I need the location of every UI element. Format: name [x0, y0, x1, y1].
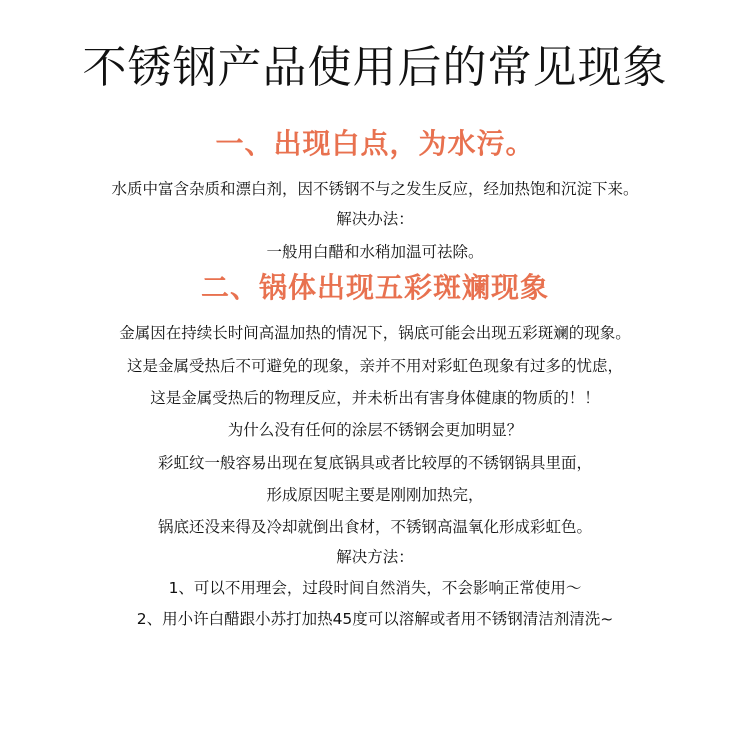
section1-line: 水质中富含杂质和漂白剂，因不锈钢不与之发生反应，经加热饱和沉淀下来。 [111, 180, 639, 198]
section2-solution-item: 1、可以不用理会，过段时间自然消失，不会影响正常使用～ [168, 579, 582, 597]
section2-line: 锅底还没来得及冷却就倒出食材，不锈钢高温氧化形成彩虹色。 [157, 518, 592, 536]
section-heading-rainbow: 二、锅体出现五彩斑斓现象 [200, 271, 549, 304]
section2-line: 这是金属受热后不可避免的现象，亲并不用对彩虹色现象有过多的忧虑， [126, 357, 623, 375]
section2-line: 金属因在持续长时间高温加热的情况下，锅底可能会出现五彩斑斓的现象。 [119, 324, 631, 342]
section2-solution-label: 解决方法： [336, 548, 414, 566]
section2-line: 为什么没有任何的涂层不锈钢会更加明显？ [227, 421, 523, 439]
section-heading-white-spots: 一、出现白点，为水污。 [215, 127, 535, 160]
section2-line: 这是金属受热后的物理反应，并未析出有害身体健康的物质的！！ [150, 389, 600, 407]
page-title: 不锈钢产品使用后的常见现象 [82, 42, 668, 93]
section1-line: 一般用白醋和水稍加温可祛除。 [266, 243, 484, 261]
section2-solution-item: 2、用小许白醋跟小苏打加热45度可以溶解或者用不锈钢清洁剂清洗~ [136, 610, 614, 628]
section1-solution-label: 解决办法： [336, 210, 414, 228]
section2-line: 彩虹纹一般容易出现在复底锅具或者比较厚的不锈钢锅具里面， [157, 454, 592, 472]
section2-line: 形成原因呢主要是刚刚加热完， [266, 486, 484, 504]
